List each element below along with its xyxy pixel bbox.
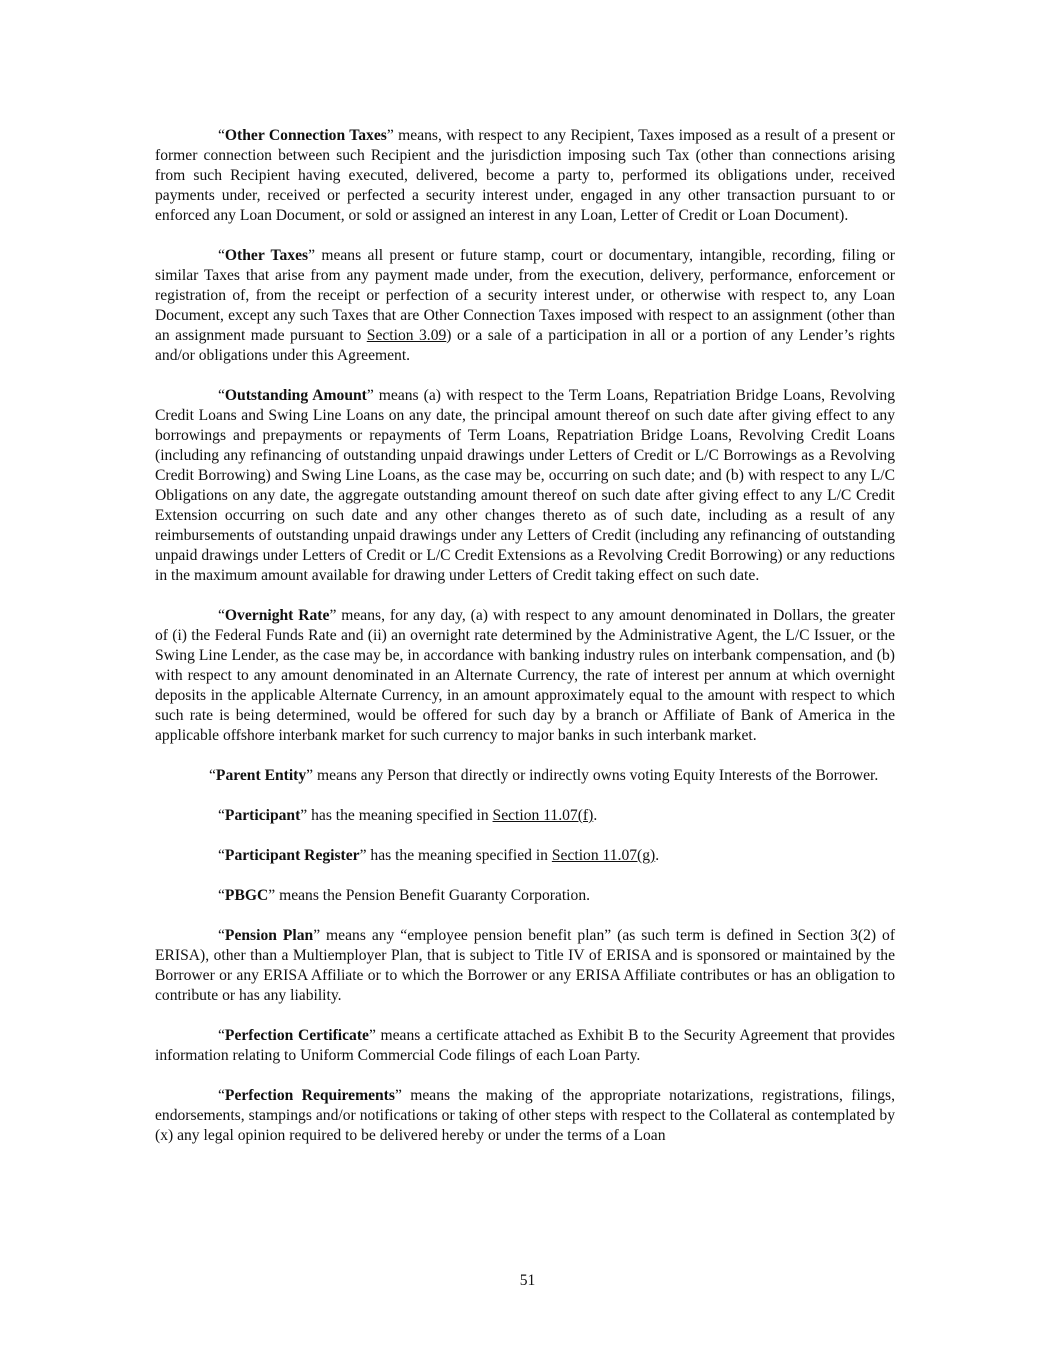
definition-outstanding-amount: “Outstanding Amount” means (a) with respect to the Term Loans, Repatriation Bridge Loans, Revolving Credit Loans and Swing Line Loans on any date, the principal amount thereof on such date after giving effect to any borrowings and prepayments or repayments of Term Loans, Repatriation Bridge Loans, Revolving Credit Loans (including any refinancing of outstanding unpaid drawings under Letters of Credit or L/C Borrowings as a Revolving Credit Borrowing) and Swing Line Loans, as the case may be, occurring on such date; and (b) with respect to any L/C Obligations on any date, the aggregate outstanding amount thereof on such date after giving effect to any L/C Credit Extension occurring on such date and any other changes thereto as of such date, including as a result of any reimbursements of outstanding unpaid drawings under any Letters of Credit (including any refinancing of outstanding unpaid drawings under Letters of Credit or L/C Credit Extensions as a Revolving Credit Borrowing) or any reductions in the maximum amount available for drawing under Letters of Credit taking effect on such date. bbox=[155, 387, 895, 584]
defined-term: PBGC bbox=[224, 887, 269, 904]
definition-parent-entity: “Parent Entity” means any Person that directly or indirectly owns voting Equity Interests of the Borrower. bbox=[209, 767, 879, 784]
definition-text: ” means (a) with respect to the Term Loans, Repatriation Bridge Loans, Revolving Credit Loans and Swing Line Loans on any date, the principal amount thereof on such date after giving effect to any borrowings and prepayments or repayments of Term Loans, Repatriation Bridge Loans, Revolving Credit Loans (including any refinancing of outstanding unpaid drawings under Letters of Credit or L/C Borrowings as a Revolving Credit Borrowing) and Swing Line Loans, as the case may be, occurring on such date; and (b) with respect to any L/C Obligations on any date, the aggregate outstanding amount thereof on such date after giving effect to any L/C Credit Extension occurring on such date and any other changes thereto as of such date, including as a result of any reimbursements of outstanding unpaid drawings under any Letters of Credit (including any refinancing of outstanding unpaid drawings under Letters of Credit or L/C Credit Extensions as a Revolving Credit Borrowing) or any reductions in the maximum amount available for drawing under Letters of Credit taking effect on such date. bbox=[155, 387, 895, 584]
document-body bbox=[155, 126, 895, 1166]
definition-text: ” means the Pension Benefit Guaranty Corporation. bbox=[268, 887, 591, 904]
definition-text: ” means the making of the appropriate notarizations, registrations, filings, endorsements, stampings and/or notifications or taking of other steps with respect to the Collateral as contemplated by (x) any legal opinion required to be delivered hereby or under the terms of a Loan bbox=[155, 1087, 896, 1144]
section-reference-link[interactable]: Section 11.07(g) bbox=[551, 847, 656, 864]
definition-pension-plan: “Pension Plan” means any “employee pension benefit plan” (as such term is defined in Section 3(2) of ERISA), other than a Multiemployer Plan, that is subject to Title IV of ERISA and is sponsored or maintained by the Borrower or any ERISA Affiliate or to which the Borrower or any ERISA Affiliate contributes or has an obligation to contribute or has any liability. bbox=[155, 927, 896, 1004]
definition-text: ” means a certificate attached as Exhibit B to the Security Agreement that provides information relating to Uniform Commercial Code filings of each Loan Party. bbox=[155, 1027, 895, 1064]
definition-text: ” means all present or future stamp, court or documentary, intangible, recording, filing or similar Taxes that arise from any payment made under, from the execution, delivery, performance, enforcement or registration of, from the receipt or perfection of a security interest under, or otherwise with respect to, any Loan Document, except any such Taxes that are Other Connection Taxes imposed with respect to an assignment (other than an assignment made pursuant to bbox=[155, 247, 895, 344]
defined-term: Participant bbox=[224, 807, 301, 824]
definition-text: ” has the meaning specified in bbox=[300, 807, 493, 824]
defined-term: Parent Entity bbox=[215, 767, 307, 784]
definition-text: ” has the meaning specified in bbox=[359, 847, 552, 864]
definition-perfection-certificate: “Perfection Certificate” means a certificate attached as Exhibit B to the Security Agreement that provides information relating to Uniform Commercial Code filings of each Loan Party. bbox=[155, 1027, 895, 1064]
definition-text: ” means, with respect to any Recipient, Taxes imposed as a result of a present or former connection between such Recipient and the jurisdiction imposing such Tax (other than connections arising from such Recipient having executed, delivered, become a party to, performed its obligations under, received payments under, received or perfected a security interest under, engaged in any other transaction pursuant to or enforced any Loan Document, or sold or assigned an interest in any Loan, Letter of Credit or Loan Document). bbox=[155, 127, 895, 224]
definition-pbgc: “PBGC” means the Pension Benefit Guaranty Corporation. bbox=[218, 887, 591, 904]
definition-overnight-rate: “Overnight Rate” means, for any day, (a) with respect to any amount denominated in Dollars, the greater of (i) the Federal Funds Rate and (ii) an overnight rate determined by the Administrative Agent, the L/C Issuer, or the Swing Line Lender, as the case may be, in accordance with banking industry rules on interbank compensation, and (b) with respect to any amount denominated in an Alternate Currency, the rate of interest per annum at which overnight deposits in the applicable Alternate Currency, in an amount approximately equal to the amount with respect to which such rate is being determined, would be offered for such day by a branch or Affiliate of Bank of America in the applicable offshore interbank market for such currency to major banks in such interbank market. bbox=[155, 607, 896, 744]
defined-term: Participant Register bbox=[224, 847, 360, 864]
defined-term: Pension Plan bbox=[224, 927, 314, 944]
defined-term: Perfection Certificate bbox=[224, 1027, 369, 1044]
defined-term: Other Connection Taxes bbox=[224, 127, 387, 144]
defined-term: Perfection Requirements bbox=[224, 1087, 395, 1104]
definition-participant: “Participant” has the meaning specified in Section 11.07(f). bbox=[218, 807, 598, 824]
section-reference-link[interactable]: Section 3.09 bbox=[366, 327, 447, 344]
definition-text: ” means any Person that directly or indirectly owns voting Equity Interests of the Borrower. bbox=[306, 767, 879, 784]
definition-participant-register: “Participant Register” has the meaning specified in Section 11.07(g). bbox=[218, 847, 660, 864]
definition-text: . bbox=[655, 847, 660, 864]
definition-other-connection-taxes: “Other Connection Taxes” means, with respect to any Recipient, Taxes imposed as a result of a present or former connection between such Recipient and the jurisdiction imposing such Tax (other than connections arising from such Recipient having executed, delivered, become a party to, performed its obligations under, received payments under, received or perfected a security interest under, engaged in any other transaction pursuant to or enforced any Loan Document, or sold or assigned an interest in any Loan, Letter of Credit or Loan Document). bbox=[155, 127, 895, 224]
defined-term: Overnight Rate bbox=[224, 607, 330, 624]
defined-term: Other Taxes bbox=[224, 247, 309, 264]
definition-text: ” means any “employee pension benefit plan” (as such term is defined in Section 3(2) of ERISA), other than a Multiemployer Plan, that is subject to Title IV of ERISA and is sponsored or maintained by the Borrower or any ERISA Affiliate or to which the Borrower or any ERISA Affiliate contributes or has an obligation to contribute or has any liability. bbox=[155, 927, 896, 1004]
section-reference-link[interactable]: Section 11.07(f) bbox=[492, 807, 594, 824]
definition-other-taxes: “Other Taxes” means all present or future stamp, court or documentary, intangible, recording, filing or similar Taxes that arise from any payment made under, from the execution, delivery, performance, enforcement or registration of, from the receipt or perfection of a security interest under, or otherwise with respect to, any Loan Document, except any such Taxes that are Other Connection Taxes imposed with respect to an assignment (other than an assignment made pursuant to Section 3.09) or a sale of a participation in all or a portion of any Lender’s rights and/or obligations under this Agreement. bbox=[155, 247, 896, 364]
definition-text: . bbox=[593, 807, 598, 824]
definition-text: ” means, for any day, (a) with respect to any amount denominated in Dollars, the greater of (i) the Federal Funds Rate and (ii) an overnight rate determined by the Administrative Agent, the L/C Issuer, or the Swing Line Lender, as the case may be, in accordance with banking industry rules on interbank compensation, and (b) with respect to any amount denominated in an Alternate Currency, the rate of interest per annum at which overnight deposits in the applicable Alternate Currency, in an amount approximately equal to the amount with respect to which such rate is being determined, would be offered for such day by a branch or Affiliate of Bank of America in the applicable offshore interbank market for such currency to major banks in such interbank market. bbox=[155, 607, 896, 744]
definition-perfection-requirements: “Perfection Requirements” means the making of the appropriate notarizations, registrations, filings, endorsements, stampings and/or notifications or taking of other steps with respect to the Collateral as contemplated by (x) any legal opinion required to be delivered hereby or under the terms of a Loan bbox=[155, 1087, 896, 1144]
definition-text: ) or a sale of a participation in all or a portion of any Lender’s rights and/or obligations under this Agreement. bbox=[155, 327, 896, 364]
page-number: 51 bbox=[519, 1272, 536, 1289]
defined-term: Outstanding Amount bbox=[224, 387, 367, 404]
